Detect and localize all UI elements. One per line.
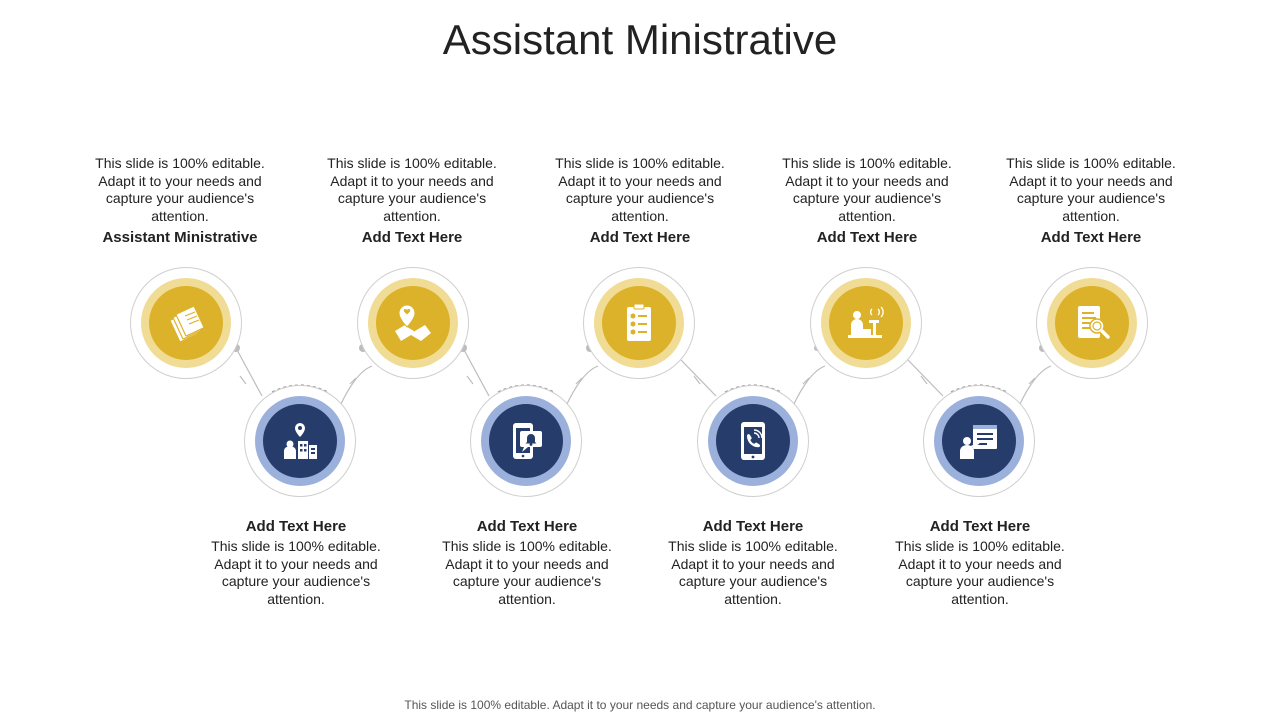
footer-note: This slide is 100% editable. Adapt it to your needs and capture your audience's attention.: [404, 698, 876, 712]
step-5-description: This slide is 100% editable. Adapt it to your needs and capture your audience's attention.: [555, 155, 725, 224]
connector-4-5: [566, 366, 598, 406]
clipboard-feedback-icon: [617, 301, 661, 345]
person-building-location-icon: [278, 419, 322, 463]
presenter-screen-icon: [957, 419, 1001, 463]
connector-7-8: [908, 360, 943, 396]
step-7-heading: Add Text Here: [816, 229, 918, 246]
step-3-heading: Add Text Here: [361, 229, 463, 246]
step-6-description: This slide is 100% editable. Adapt it to your needs and capture your audience's attention.: [668, 538, 838, 607]
step-4-circle: [470, 385, 582, 497]
documents-stack-icon: [164, 301, 208, 345]
step-4-description: This slide is 100% editable. Adapt it to your needs and capture your audience's attention.: [442, 538, 612, 607]
map-location-icon: [391, 301, 435, 345]
connector-3-4: [463, 348, 489, 396]
step-5-heading: Add Text Here: [589, 229, 691, 246]
step-4-heading: Add Text Here: [476, 518, 578, 535]
step-7-description: This slide is 100% editable. Adapt it to your needs and capture your audience's attention.: [782, 155, 952, 224]
connector-5-6: [681, 360, 716, 396]
step-1-circle: [130, 267, 242, 379]
connector-6-7: [793, 366, 825, 406]
step-9-description: This slide is 100% editable. Adapt it to your needs and capture your audience's attention.: [1006, 155, 1176, 224]
slide-title: Assistant Ministrative: [442, 16, 838, 63]
step-3-description: This slide is 100% editable. Adapt it to your needs and capture your audience's attention.: [327, 155, 497, 224]
step-5-circle: [583, 267, 695, 379]
step-9-circle: [1036, 267, 1148, 379]
step-2-circle: [244, 385, 356, 497]
step-1-description: This slide is 100% editable. Adapt it to your needs and capture your audience's attention.: [95, 155, 265, 224]
step-8-heading: Add Text Here: [929, 518, 1031, 535]
step-9-heading: Add Text Here: [1040, 229, 1142, 246]
step-8-circle: [923, 385, 1035, 497]
connector-2-3: [340, 366, 372, 406]
mobile-notification-bell-icon: [504, 419, 548, 463]
step-8-description: This slide is 100% editable. Adapt it to your needs and capture your audience's attention.: [895, 538, 1065, 607]
step-6-circle: [697, 385, 809, 497]
connector-1-2: [236, 348, 262, 396]
step-7-circle: [810, 267, 922, 379]
person-at-desk-icon: [844, 301, 888, 345]
mobile-phone-call-icon: [731, 419, 775, 463]
search-document-icon: [1070, 301, 1114, 345]
step-6-heading: Add Text Here: [702, 518, 804, 535]
step-2-heading: Add Text Here: [245, 518, 347, 535]
step-3-circle: [357, 267, 469, 379]
connector-8-9: [1019, 366, 1051, 406]
step-2-description: This slide is 100% editable. Adapt it to your needs and capture your audience's attention.: [211, 538, 381, 607]
step-1-heading: Assistant Ministrative: [102, 229, 258, 246]
